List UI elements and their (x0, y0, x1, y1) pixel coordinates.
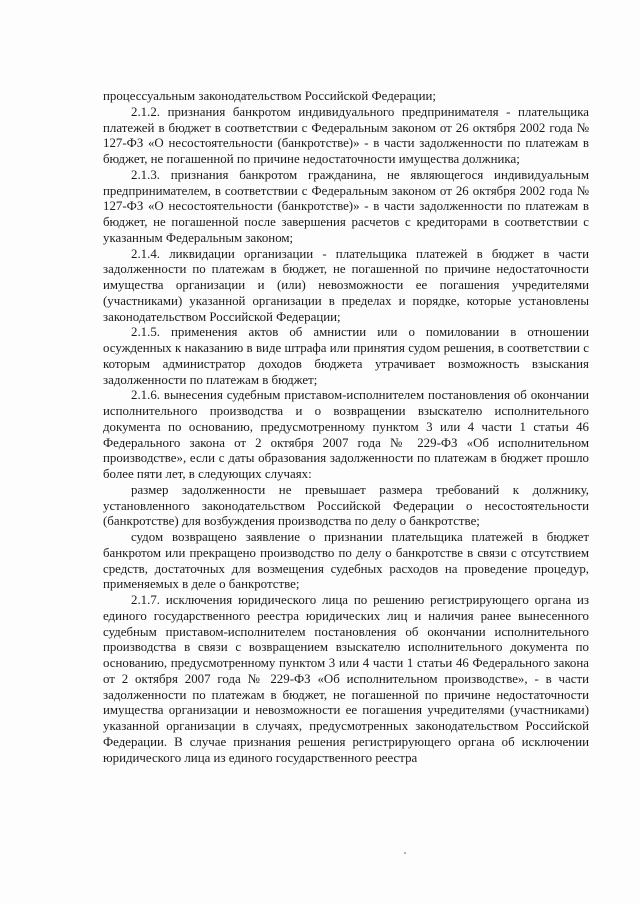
paragraph-2-1-6: 2.1.6. вынесения судебным приставом-исполнителем постановления об окончании исполнительного производства и о возвращении взыскателю исполнительного документа по основанию, предусмотренному пунктом 3 или 4 части 1 статьи 46 Федерального закона от 2 октября 2007 года № 229-ФЗ «Об исполнительном производстве», если с даты образования задолженности по платежам в бюджет прошло более пяти лет, в следующих случаях: (103, 388, 589, 481)
paragraph-case-court-return: судом возвращено заявление о признании плательщика платежей в бюджет банкротом или прекращено производство по делу о банкротстве в связи с отсутствием средств, достаточных для возмещения судебных расходов на проведение процедур, применяемых в деле о банкротстве; (103, 530, 589, 592)
paragraph-2-1-3: 2.1.3. признания банкротом гражданина, не являющегося индивидуальным предпринимателем, в соответствии с Федеральным законом от 26 октября 2002 года № 127-ФЗ «О несостоятельности (банкротстве)» - в части задолженности по платежам в бюджет, не погашенной после завершения расчетов с кредиторами в соответствии с указанным Федеральным законом; (103, 167, 589, 245)
paragraph-2-1-5: 2.1.5. применения актов об амнистии или о помиловании в отношении осужденных к наказанию в виде штрафа или принятия судом решения, в соответствии с которым администратор доходов бюджета утрачивает возможность взыскания задолженности по платежам в бюджет; (103, 325, 589, 387)
scan-speck (404, 852, 406, 854)
paragraph-2-1-7: 2.1.7. исключения юридического лица по решению регистрирующего органа из единого государственного реестра юридических лиц и наличия ранее вынесенного судебным приставом-исполнителем постановления об окончании исполнительного производства в связи с возвращением взыскателю исполнительного документа по основанию, предусмотренному пунктом 3 или 4 части 1 статьи 46 Федерального закона от 2 октября 2007 года № 229-ФЗ «Об исполнительном производстве», - в части задолженности по платежам в бюджет, не погашенной по причине недостаточности имущества организации и невозможности ее погашения учредителями (участниками) указанной организации в случаях, предусмотренных законодательством Российской Федерации. В случае признания решения регистрирующего органа об исключении юридического лица из единого государственного реестра (103, 593, 589, 765)
paragraph-case-debt-size: размер задолженности не превышает размера требований к должнику, установленного законодательством Российской Федерации о несостоятельности (банкротстве) для возбуждения производства по делу о банкротстве; (103, 482, 589, 529)
paragraph-continuation: процессуальным законодательством Российской Федерации; (103, 89, 436, 103)
paragraph-2-1-4: 2.1.4. ликвидации организации - плательщика платежей в бюджет в части задолженности по платежам в бюджет, не погашенной по причине недостаточности имущества организации и (или) невозможности ее погашения учредителями (участниками) указанной организации в пределах и порядке, которые установлены законодательством Российской Федерации; (103, 246, 589, 324)
document-body (103, 89, 589, 766)
paragraph-2-1-2: 2.1.2. признания банкротом индивидуального предпринимателя - плательщика платежей в бюджет в соответствии с Федеральным законом от 26 октября 2002 года № 127-ФЗ «О несостоятельности (банкротстве)» - в части задолженности по платежам в бюджет, не погашенной по причине недостаточности имущества должника; (103, 104, 589, 166)
